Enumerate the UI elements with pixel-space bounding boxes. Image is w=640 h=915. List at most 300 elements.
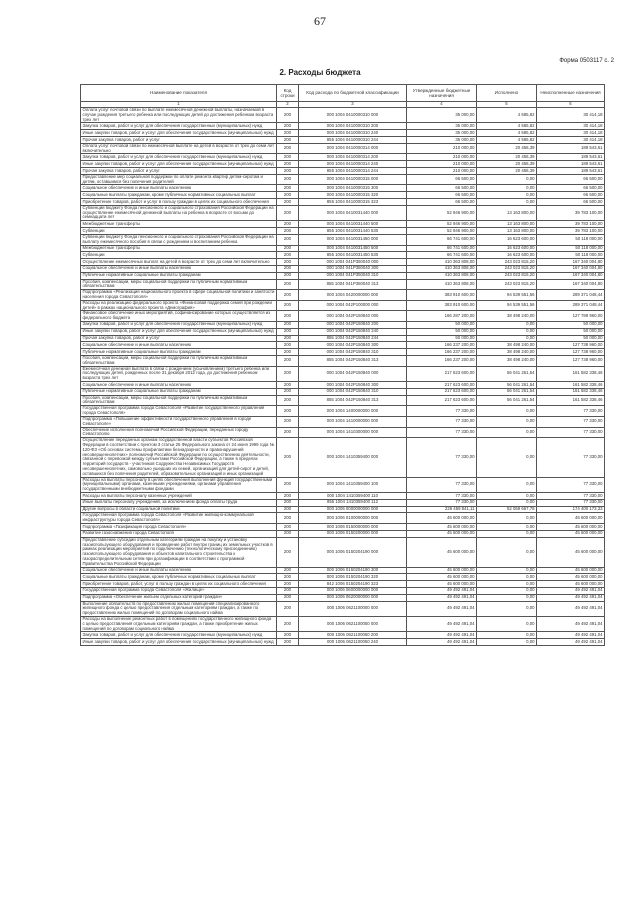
- table-row: [81, 234, 605, 245]
- table-row: [81, 632, 605, 639]
- table-row: [81, 616, 605, 631]
- row-remaining-cell: 50 118 000,00: [537, 234, 605, 245]
- row-approved-cell: 66 741 600,00: [407, 234, 477, 245]
- table-row: [81, 272, 605, 279]
- row-code-cell: 200: [277, 290, 299, 301]
- row-kbk-cell: 000 1004 1410359400 100: [299, 477, 407, 492]
- row-remaining-cell: 49 492 491,04: [537, 639, 605, 646]
- row-kbk-cell: 000 1004 0410000310 000: [299, 108, 407, 123]
- row-executed-cell: 56 041 261,54: [477, 395, 537, 406]
- row-code-cell: 200: [277, 192, 299, 199]
- row-code-cell: 200: [277, 530, 299, 537]
- row-name-cell: Публичные нормативные социальные выплаты гражданам: [81, 388, 277, 395]
- row-kbk-cell: 000 1006 0150204190 300: [299, 567, 407, 574]
- row-name-cell: Выполнение обязательств по предоставлению жилых помещений специализированного жилищного фонда с целью предоставления отдельным категориям граждан, а также по предоставлению жилых помещений по договорам социального найма: [81, 601, 277, 616]
- row-name-cell: Подпрограмма «Газификация города Севастополя»: [81, 524, 277, 531]
- row-approved-cell: 45 600 000,00: [407, 567, 477, 574]
- row-name-cell: Субвенции: [81, 252, 277, 259]
- row-remaining-cell: 30 414,18: [537, 137, 605, 144]
- row-name-cell: Иные закупки товаров, работ и услуг для обеспечения государственных (муниципальных) нужд: [81, 161, 277, 168]
- header-remaining: Неисполненные назначения: [537, 85, 605, 102]
- table-row: [81, 382, 605, 389]
- row-code-cell: 200: [277, 477, 299, 492]
- header-executed: Исполнено: [477, 85, 537, 102]
- table-row: [81, 311, 605, 322]
- row-approved-cell: 77 330,00: [407, 406, 477, 417]
- row-executed-cell: 0,00: [477, 537, 537, 567]
- row-code-cell: 200: [277, 395, 299, 406]
- row-approved-cell: 50 000,00: [407, 328, 477, 335]
- row-name-cell: Прочая закупка товаров, работ и услуг: [81, 137, 277, 144]
- header-code: Код строки: [277, 85, 299, 102]
- row-code-cell: 200: [277, 130, 299, 137]
- table-row: [81, 355, 605, 366]
- row-kbk-cell: 000 1006 0600000000 000: [299, 587, 407, 594]
- row-executed-cell: 16 623 600,00: [477, 245, 537, 252]
- row-approved-cell: 166 237 200,00: [407, 342, 477, 349]
- row-code-cell: 200: [277, 406, 299, 417]
- row-code-cell: 200: [277, 328, 299, 335]
- row-executed-cell: 0,00: [477, 493, 537, 500]
- row-executed-cell: 56 041 261,54: [477, 366, 537, 381]
- column-number: 4: [407, 102, 477, 108]
- row-name-cell: Закупка товаров, работ и услуг для обеспечения государственных (муниципальных) нужд: [81, 322, 277, 329]
- row-kbk-cell: 855 1004 041P350040 313: [299, 279, 407, 290]
- row-approved-cell: 50 000,00: [407, 335, 477, 342]
- row-remaining-cell: 161 582 338,46: [537, 366, 605, 381]
- row-executed-cell: 20 456,39: [477, 161, 537, 168]
- row-name-cell: Закупка товаров, работ и услуг для обеспечения государственных (муниципальных) нужд: [81, 632, 277, 639]
- row-executed-cell: 0,00: [477, 477, 537, 492]
- table-row: [81, 322, 605, 329]
- row-code-cell: 200: [277, 259, 299, 266]
- row-kbk-cell: 000 1004 0410000314 240: [299, 161, 407, 168]
- row-approved-cell: 217 623 600,00: [407, 366, 477, 381]
- row-remaining-cell: 289 371 048,44: [537, 290, 605, 301]
- row-name-cell: Иные выплаты персоналу учреждений, за исключением фонда оплаты труда: [81, 499, 277, 506]
- row-approved-cell: 77 330,00: [407, 416, 477, 427]
- row-remaining-cell: 127 738 960,00: [537, 342, 605, 349]
- row-executed-cell: 56 041 261,54: [477, 388, 537, 395]
- table-row: [81, 581, 605, 588]
- row-code-cell: 200: [277, 349, 299, 356]
- row-approved-cell: 45 600 000,00: [407, 574, 477, 581]
- row-kbk-cell: 855 1004 042P150840 313: [299, 355, 407, 366]
- row-name-cell: Социальные выплаты гражданам, кроме публичных нормативных социальных выплат: [81, 192, 277, 199]
- row-remaining-cell: 77 330,00: [537, 477, 605, 492]
- row-kbk-cell: 000 1006 0000000000 000: [299, 506, 407, 513]
- row-approved-cell: 77 330,00: [407, 427, 477, 438]
- row-approved-cell: 52 946 900,00: [407, 228, 477, 235]
- row-code-cell: 200: [277, 388, 299, 395]
- row-remaining-cell: 127 788 960,00: [537, 311, 605, 322]
- row-code-cell: 200: [277, 499, 299, 506]
- row-remaining-cell: 289 371 048,44: [537, 300, 605, 311]
- row-remaining-cell: 167 340 004,80: [537, 259, 605, 266]
- row-kbk-cell: 000 1006 0621100050 200: [299, 632, 407, 639]
- table-row: [81, 199, 605, 206]
- table-row: [81, 530, 605, 537]
- row-name-cell: Межбюджетные трансферты: [81, 221, 277, 228]
- page-number: 67: [314, 14, 326, 28]
- row-kbk-cell: 000 1004 041P350040 310: [299, 272, 407, 279]
- row-executed-cell: 94 539 551,56: [477, 290, 537, 301]
- row-code-cell: 200: [277, 427, 299, 438]
- row-approved-cell: 52 946 900,00: [407, 221, 477, 228]
- table-row: [81, 506, 605, 513]
- expenditure-table-container: [80, 84, 604, 646]
- row-executed-cell: 243 023 815,20: [477, 272, 537, 279]
- row-remaining-cell: 161 582 338,46: [537, 382, 605, 389]
- row-approved-cell: 383 910 600,00: [407, 300, 477, 311]
- row-executed-cell: 0,00: [477, 524, 537, 531]
- row-remaining-cell: 66 500,00: [537, 174, 605, 185]
- row-approved-cell: 66 741 600,00: [407, 245, 477, 252]
- row-remaining-cell: 49 492 491,04: [537, 594, 605, 601]
- row-code-cell: 200: [277, 228, 299, 235]
- row-remaining-cell: 66 500,00: [537, 199, 605, 206]
- row-executed-cell: 0,00: [477, 567, 537, 574]
- row-code-cell: 200: [277, 272, 299, 279]
- row-name-cell: Субвенции бюджету Фонда пенсионного и социального страхования Российской Федерации на осуществление ежемесячной денежной выплаты на ребенка в возрасте от восьми до семнадцати лет: [81, 205, 277, 220]
- row-executed-cell: 0,00: [477, 199, 537, 206]
- row-executed-cell: 0,00: [477, 587, 537, 594]
- row-executed-cell: 0,00: [477, 438, 537, 478]
- row-approved-cell: 45 600 000,00: [407, 513, 477, 524]
- row-kbk-cell: 000 1004 1410359400 110: [299, 493, 407, 500]
- row-code-cell: 200: [277, 574, 299, 581]
- row-name-cell: Межбюджетные трансферты: [81, 245, 277, 252]
- row-remaining-cell: 127 738 960,00: [537, 349, 605, 356]
- row-name-cell: Приобретение товаров, работ, услуг в пользу граждан в целях их социального обеспечения: [81, 581, 277, 588]
- row-remaining-cell: 66 500,00: [537, 185, 605, 192]
- row-kbk-cell: 000 1004 0410000310 240: [299, 130, 407, 137]
- row-name-cell: Иные закупки товаров, работ и услуг для обеспечения государственных (муниципальных) нужд: [81, 130, 277, 137]
- row-kbk-cell: 855 1004 0410031450 530: [299, 252, 407, 259]
- row-name-cell: Социальное обеспечение и иные выплаты населению: [81, 567, 277, 574]
- table-row: [81, 265, 605, 272]
- table-row: [81, 245, 605, 252]
- row-remaining-cell: 50 000,00: [537, 322, 605, 329]
- row-approved-cell: 410 363 808,00: [407, 279, 477, 290]
- row-name-cell: Расходы на выплаты персоналу казенных учреждений: [81, 493, 277, 500]
- row-executed-cell: 16 623 600,00: [477, 234, 537, 245]
- row-approved-cell: 45 600 000,00: [407, 524, 477, 531]
- row-name-cell: Финансовое обеспечение иных мероприятий, софинансирование которых осуществляется из федерального бюджета: [81, 311, 277, 322]
- table-row: [81, 290, 605, 301]
- row-remaining-cell: 189 543,61: [537, 143, 605, 154]
- row-executed-cell: 0,00: [477, 513, 537, 524]
- row-approved-cell: 45 600 000,00: [407, 581, 477, 588]
- row-kbk-cell: 000 1004 0410000310 200: [299, 123, 407, 130]
- row-remaining-cell: 45 600 000,00: [537, 567, 605, 574]
- row-kbk-cell: 000 1004 0410000315 320: [299, 192, 407, 199]
- table-row: [81, 395, 605, 406]
- row-kbk-cell: 000 1004 042P150840 000: [299, 366, 407, 381]
- column-number: 6: [537, 102, 605, 108]
- row-kbk-cell: 000 1006 0150204190 000: [299, 537, 407, 567]
- table-row: [81, 537, 605, 567]
- row-code-cell: 200: [277, 438, 299, 478]
- row-remaining-cell: 77 330,00: [537, 499, 605, 506]
- table-row: [81, 388, 605, 395]
- row-executed-cell: 0,00: [477, 581, 537, 588]
- section-title: 2. Расходы бюджета: [279, 68, 361, 77]
- row-remaining-cell: 30 414,18: [537, 123, 605, 130]
- row-approved-cell: 410 363 808,00: [407, 259, 477, 266]
- row-kbk-cell: 000 1004 0410000314 000: [299, 143, 407, 154]
- row-executed-cell: 0,00: [477, 335, 537, 342]
- row-kbk-cell: 855 1004 0410031440 530: [299, 228, 407, 235]
- table-row: [81, 513, 605, 524]
- table-row: [81, 154, 605, 161]
- row-kbk-cell: 000 1006 0100000000 000: [299, 513, 407, 524]
- row-approved-cell: 35 000,00: [407, 137, 477, 144]
- row-executed-cell: 16 623 600,00: [477, 252, 537, 259]
- row-name-cell: Подпрограмма «Реализация национального проекта в сфере социальной политики и занятости населения города Севастополя»: [81, 290, 277, 301]
- row-executed-cell: 4 585,82: [477, 108, 537, 123]
- row-kbk-cell: 000 1004 042P150840 300: [299, 382, 407, 389]
- row-name-cell: Социальные выплаты гражданам, кроме публичных нормативных социальных выплат: [81, 574, 277, 581]
- table-row: [81, 168, 605, 175]
- row-name-cell: Прочая закупка товаров, работ и услуг: [81, 335, 277, 342]
- row-remaining-cell: 50 118 000,00: [537, 245, 605, 252]
- table-row: [81, 279, 605, 290]
- row-approved-cell: 35 000,00: [407, 130, 477, 137]
- row-code-cell: 200: [277, 137, 299, 144]
- table-row: [81, 328, 605, 335]
- row-code-cell: 200: [277, 594, 299, 601]
- row-remaining-cell: 45 600 000,00: [537, 537, 605, 567]
- row-remaining-cell: 77 330,00: [537, 406, 605, 417]
- row-kbk-cell: 000 1004 042P150840 000: [299, 311, 407, 322]
- row-name-cell: Иные закупки товаров, работ и услуг для обеспечения государственных (муниципальных) нужд: [81, 639, 277, 646]
- row-code-cell: 200: [277, 366, 299, 381]
- row-kbk-cell: 000 1004 0410000314 200: [299, 154, 407, 161]
- row-approved-cell: 35 000,00: [407, 108, 477, 123]
- row-remaining-cell: 50 118 000,00: [537, 252, 605, 259]
- row-remaining-cell: 50 000,00: [537, 328, 605, 335]
- row-remaining-cell: 77 330,00: [537, 427, 605, 438]
- row-kbk-cell: 000 1004 0410031440 000: [299, 205, 407, 220]
- row-kbk-cell: 000 1004 042P150840 300: [299, 342, 407, 349]
- row-approved-cell: 210 000,00: [407, 143, 477, 154]
- row-executed-cell: 0,00: [477, 499, 537, 506]
- table-row: [81, 587, 605, 594]
- row-executed-cell: 0,00: [477, 192, 537, 199]
- row-executed-cell: 0,00: [477, 174, 537, 185]
- row-approved-cell: 410 363 808,00: [407, 265, 477, 272]
- row-kbk-cell: 000 1004 042P150840 310: [299, 388, 407, 395]
- row-code-cell: 200: [277, 632, 299, 639]
- table-row: [81, 416, 605, 427]
- row-name-cell: Развитие газоснабжения города Севастополя: [81, 530, 277, 537]
- row-name-cell: Государственная программа города Севастополя «Развитие жилищно-коммунальной инфраструктуры города Севастополя»: [81, 513, 277, 524]
- row-approved-cell: 166 287 200,00: [407, 311, 477, 322]
- row-executed-cell: 4 585,82: [477, 123, 537, 130]
- row-executed-cell: 38 498 240,00: [477, 342, 537, 349]
- row-remaining-cell: 77 330,00: [537, 416, 605, 427]
- row-remaining-cell: 66 500,00: [537, 192, 605, 199]
- row-kbk-cell: 000 1004 1410000000 000: [299, 416, 407, 427]
- row-name-cell: Государственная программа города Севастополя «Развитие государственного управления города Севастополя»: [81, 406, 277, 417]
- row-name-cell: Социальное обеспечение и иные выплаты населению: [81, 382, 277, 389]
- row-approved-cell: 49 492 491,04: [407, 616, 477, 631]
- header-approved: Утвержденные бюджетные назначения: [407, 85, 477, 102]
- row-name-cell: Расходы на выплаты персоналу в целях обеспечения выполнения функций государственными (муниципальными) органами, казенными учреждениями, органами управления государственными внебюджетными фондами: [81, 477, 277, 492]
- row-code-cell: 200: [277, 616, 299, 631]
- row-code-cell: 200: [277, 342, 299, 349]
- row-name-cell: Оплата услуг почтовой связи по выплате ежемесячной денежной выплаты, назначаемой в случае рождения третьего ребенка или последующих детей до достижения ребенком возраста трех лет: [81, 108, 277, 123]
- row-kbk-cell: 000 1006 0620000000 000: [299, 594, 407, 601]
- row-name-cell: Подпрограмма «Обеспечение жильем отдельных категорий граждан»: [81, 594, 277, 601]
- row-name-cell: Подпрограмма «Повышение эффективности государственного управления в городе Севастополе»: [81, 416, 277, 427]
- row-remaining-cell: 189 543,61: [537, 168, 605, 175]
- row-approved-cell: 77 330,00: [407, 438, 477, 478]
- table-row: [81, 406, 605, 417]
- row-name-cell: Расходы на реализацию федерального проекта «Финансовая поддержка семей при рождении детей» в рамках национального проекта «Демография»: [81, 300, 277, 311]
- row-approved-cell: 210 000,00: [407, 154, 477, 161]
- row-executed-cell: 13 163 800,00: [477, 228, 537, 235]
- row-code-cell: 200: [277, 587, 299, 594]
- row-name-cell: Субвенции: [81, 228, 277, 235]
- row-remaining-cell: 49 492 491,04: [537, 632, 605, 639]
- row-kbk-cell: 000 1004 0410000315 300: [299, 185, 407, 192]
- row-executed-cell: 243 023 815,20: [477, 279, 537, 290]
- row-kbk-cell: 855 1004 042P150840 244: [299, 335, 407, 342]
- table-row: [81, 259, 605, 266]
- row-remaining-cell: 189 543,61: [537, 154, 605, 161]
- row-kbk-cell: 855 1004 042P150840 313: [299, 395, 407, 406]
- row-code-cell: 200: [277, 524, 299, 531]
- row-code-cell: 200: [277, 382, 299, 389]
- row-code-cell: 200: [277, 416, 299, 427]
- row-code-cell: 200: [277, 639, 299, 646]
- row-executed-cell: 4 585,82: [477, 137, 537, 144]
- row-code-cell: 200: [277, 601, 299, 616]
- row-kbk-cell: 000 1006 0621100050 000: [299, 616, 407, 631]
- row-kbk-cell: 000 1004 041P350040 300: [299, 265, 407, 272]
- row-executed-cell: 38 498 240,00: [477, 349, 537, 356]
- row-remaining-cell: 161 582 338,46: [537, 395, 605, 406]
- row-approved-cell: 66 741 600,00: [407, 252, 477, 259]
- row-kbk-cell: 855 1004 0410000315 323: [299, 199, 407, 206]
- row-kbk-cell: 000 1004 1410359400 000: [299, 438, 407, 478]
- row-code-cell: 200: [277, 537, 299, 567]
- row-code-cell: 200: [277, 322, 299, 329]
- table-row: [81, 349, 605, 356]
- form-code: Форма 0503117 с. 2: [559, 58, 614, 64]
- table-row: [81, 174, 605, 185]
- table-row: [81, 574, 605, 581]
- row-name-cell: Прочая закупка товаров, работ и услуг: [81, 168, 277, 175]
- row-executed-cell: 0,00: [477, 427, 537, 438]
- row-code-cell: 200: [277, 300, 299, 311]
- row-executed-cell: 4 585,82: [477, 130, 537, 137]
- row-kbk-cell: 000 1004 042P150840 200: [299, 322, 407, 329]
- row-code-cell: 200: [277, 581, 299, 588]
- row-approved-cell: 49 492 491,04: [407, 587, 477, 594]
- row-executed-cell: 0,00: [477, 185, 537, 192]
- row-kbk-cell: 855 1004 1410359400 112: [299, 499, 407, 506]
- row-name-cell: Иные закупки товаров, работ и услуг для обеспечения государственных (муниципальных) нужд: [81, 328, 277, 335]
- row-kbk-cell: 000 1006 0621100000 000: [299, 601, 407, 616]
- row-kbk-cell: 000 1004 042P100000 000: [299, 300, 407, 311]
- row-kbk-cell: 000 1004 0420000000 000: [299, 290, 407, 301]
- row-approved-cell: 35 000,00: [407, 123, 477, 130]
- row-approved-cell: 77 330,00: [407, 477, 477, 492]
- row-name-cell: Другие вопросы в области социальной политики: [81, 506, 277, 513]
- row-approved-cell: 45 600 000,00: [407, 530, 477, 537]
- row-executed-cell: 13 163 800,00: [477, 221, 537, 228]
- row-approved-cell: 66 500,00: [407, 192, 477, 199]
- row-kbk-cell: 000 1004 041P350040 000: [299, 259, 407, 266]
- table-row: [81, 185, 605, 192]
- row-executed-cell: 52 059 667,78: [477, 506, 537, 513]
- row-executed-cell: 0,00: [477, 406, 537, 417]
- row-executed-cell: 13 163 800,00: [477, 205, 537, 220]
- row-code-cell: 200: [277, 311, 299, 322]
- row-remaining-cell: 127 738 960,00: [537, 355, 605, 366]
- row-code-cell: 200: [277, 185, 299, 192]
- table-row: [81, 335, 605, 342]
- row-code-cell: 200: [277, 506, 299, 513]
- row-name-cell: Пособия, компенсации, меры социальной поддержки по публичным нормативным обязательствам: [81, 395, 277, 406]
- row-remaining-cell: 49 492 491,04: [537, 616, 605, 631]
- row-remaining-cell: 45 600 000,00: [537, 513, 605, 524]
- row-name-cell: Осуществление переданных органам государственной власти субъектов Российской Федерации в соответствии с пунктом 3 статьи 25 Федерального закона от 24 июня 1999 года № 120-ФЗ «Об основах системы профилактики безнадзорности и правонарушений несовершеннолетних» полномочий Российской Федерации по осуществлению деятельности, связанной с перевозкой между субъектами Российской Федерации, а также в пределах территорий государств - участников Содружества Независимых Государств несовершеннолетних, самовольно ушедших из семей, организаций для детей-сирот и детей, оставшихся без попечения родителей, образовательных организаций и иных организаций: [81, 438, 277, 478]
- column-number: 2: [277, 102, 299, 108]
- row-remaining-cell: 189 543,61: [537, 161, 605, 168]
- row-kbk-cell: 000 1004 0410031450 500: [299, 245, 407, 252]
- row-remaining-cell: 49 492 491,04: [537, 601, 605, 616]
- table-row: [81, 143, 605, 154]
- row-approved-cell: 49 492 491,04: [407, 632, 477, 639]
- column-number: 3: [299, 102, 407, 108]
- row-executed-cell: 0,00: [477, 574, 537, 581]
- row-executed-cell: 0,00: [477, 616, 537, 631]
- row-name-cell: Предоставление мер социальной поддержки по оплате ремонта квартир детям-сиротам и детям, оставшимся без попечения родителей: [81, 174, 277, 185]
- row-code-cell: 200: [277, 513, 299, 524]
- row-approved-cell: 49 492 491,04: [407, 639, 477, 646]
- row-name-cell: Социальное обеспечение и иные выплаты населению: [81, 342, 277, 349]
- row-code-cell: 200: [277, 245, 299, 252]
- table-row: [81, 228, 605, 235]
- row-approved-cell: 45 600 000,00: [407, 537, 477, 567]
- row-approved-cell: 166 237 200,00: [407, 355, 477, 366]
- row-code-cell: 200: [277, 279, 299, 290]
- table-row: [81, 108, 605, 123]
- row-remaining-cell: 161 582 338,46: [537, 388, 605, 395]
- row-code-cell: 200: [277, 199, 299, 206]
- row-remaining-cell: 174 400 173,33: [537, 506, 605, 513]
- table-header-row: [81, 85, 605, 102]
- table-row: [81, 524, 605, 531]
- row-approved-cell: 217 623 600,00: [407, 382, 477, 389]
- row-executed-cell: 0,00: [477, 639, 537, 646]
- row-approved-cell: 383 910 600,00: [407, 290, 477, 301]
- row-remaining-cell: 45 600 000,00: [537, 530, 605, 537]
- row-kbk-cell: 000 1004 1410300000 000: [299, 427, 407, 438]
- table-row: [81, 477, 605, 492]
- row-remaining-cell: 77 330,00: [537, 493, 605, 500]
- table-row: [81, 438, 605, 478]
- row-name-cell: Приобретение товаров, работ и услуг в пользу граждан в целях их социального обеспечения: [81, 199, 277, 206]
- row-name-cell: Оплата услуг почтовой связи по ежемесячной выплате на детей в возрасте от трех до семи лет включительно: [81, 143, 277, 154]
- row-kbk-cell: 000 1004 0410000315 000: [299, 174, 407, 185]
- table-row: [81, 161, 605, 168]
- row-approved-cell: 166 237 200,00: [407, 349, 477, 356]
